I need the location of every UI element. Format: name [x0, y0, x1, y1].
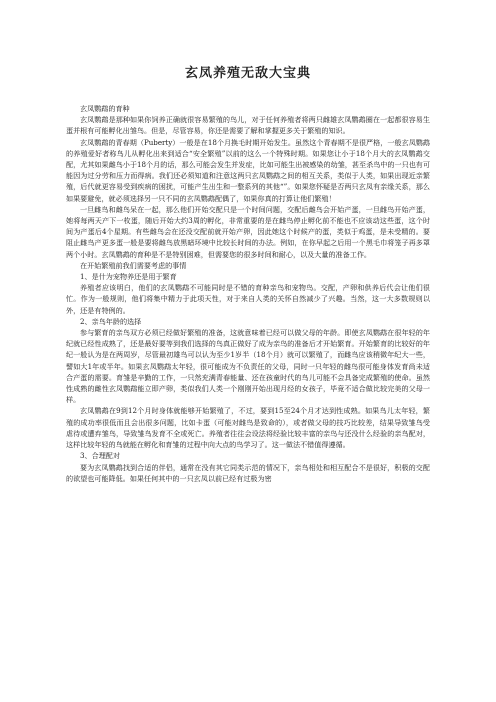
document-title: 玄凤养殖无敌大宝典 [184, 66, 311, 81]
paragraph-9: 参与繁育的亲鸟双方必须已经做好繁殖的准备，这就意味着已经可以做父母的年龄。即使玄凤鹦鹉在很年轻的年纪就已经性成熟了，还是最好要等到我们选择的鸟真正做好了成为亲鸟的准备后才开始繁育。开始繁育的比较好的年纪一般认为是在两周岁，尽管最初雄鸟可以认为至少1岁半（18个月）就可以繁殖了，而雌鸟应该稍微年纪大一些，譬如大1年或半年。如果玄凤鹦鹉太年轻，很可能成为不负责任的父母，同时一只年轻的雌鸟很可能身体发育尚未适合产蛋的需要。育雏是辛勤的工作，一只然充满青春能量、还在孩童时代的鸟儿可能不会具备完成繁殖的使命。虽然性成熟的雌性玄凤鹦鹉能立即产卵，类似我们人类一个刚刚开始出现月经的女孩子，毕竟不适合做比较完美的父母一样。 [66, 328, 430, 405]
paragraph-8: 2、亲鸟年龄的选择 [80, 316, 142, 326]
paragraph-7: 养殖者应该明白，他们的玄凤鹦鹉不可能同时是不错的育种亲鸟和宠物鸟。交配，产卵和供养后代会让他们很忙。作为一般规则，他们将集中精力于此项天性，对于来自人类的关怀自然减少了兴趣。当然，这一大多数规则以外，还是有特例的。 [66, 283, 430, 315]
paragraph-5: 在开始繁殖前我们需要考虑的事情 [80, 260, 187, 270]
document-body [66, 103, 430, 484]
paragraph-2: 玄凤鹦鹉是那种如果你饲养正确就很容易繁殖的鸟儿，对于任何养殖者将两只雌雄玄凤鹦鹉圈在一起都很容易生蛋并根有可能孵化出雏鸟。但是，尽管容易，你还是需要了解和掌握更多关于繁殖的知识。 [66, 115, 430, 136]
paragraph-1: 玄凤鹦鹉的育种 [80, 104, 130, 113]
paragraph-3: 玄凤鹦鹉的青春期（Puberty）一般是在18个月换毛时期开始发生。虽然这个青春期不是很严格，一般玄凤鹦鹉的养殖爱好者称鸟儿从孵化出来到适合“安全繁殖”以前的这么一个特殊时期。如果您让小于18个月大的玄凤鹦鹉交配，尤其如果雌鸟小于18个月的话，那么可能会发生并发症，比如可能生出被感染的幼雏，甚至杀鸟中的一只也有可能因为过分劳和压力而得病。我们还必须知道和注意这两只玄凤鹦鹉之间的相互关系，类似于人类，如果出现近亲繁殖，后代就更容易受到疾病的困扰，可能产生出生和一整系列的其他“”。如果您怀疑是否两只玄凤有亲缘关系，那么如果要避免，就必须选择另一只不同的玄凤鹦鹉配偶了，如果你真的打算让他们繁殖！ [66, 137, 430, 203]
paragraph-4: 一旦雌鸟和雌鸟呆在一起，那么他们开始交配只是一个时间问题，交配后雌鸟会开始产蛋，一旦雌鸟开始产蛋，她将每两天产下一枚蛋，随后开始大约3周的孵化，非常重要的是在雌鸟停止孵化前不能也不应该动这些蛋，这个时间为产蛋后4个星期。有些雌鸟会在还没交配前就开始产卵，因此她这个时候产的蛋，类似于鸡蛋，是未受精的。要阻止雌鸟产更多蛋一般是要将雌鸟放黑暗环境中比较长时间的办法。例如，在你早起之后用一个黑毛巾将笼子再多罩两个小时。玄凤鹦鹉的育种是不是特别困难，但需要您的很多时间和耐心，以及大量的准备工作。 [66, 204, 430, 259]
paragraph-11: 3、合理配对 [80, 451, 120, 461]
paragraph-6: 1、是什为宠物养还是用于繁育 [80, 272, 177, 282]
paragraph-10: 玄凤鹦鹉在9到12个月时身体就能够开始繁殖了，不过，要到15至24个月才达到性成熟。如果鸟儿太年轻，繁殖的成功率很低而且会出很多问题，比如卡蛋（可能对雌鸟是致命的），或者做父母的技巧比较差，结果导致雏鸟受虐待或遭弃雏鸟，导致雏鸟发育不全或死亡。养殖者往往会设法将经验比较丰富的亲鸟与还没什么经验的亲鸟配对，这样比较年轻的鸟就能在孵化和育雏的过程中向大点的鸟学习了。这一做法不错值得遵循。 [66, 406, 430, 450]
paragraph-12: 要为玄凤鹦鹉找到合适的伴侣，通常在没有其它同类示范的情况下，亲鸟相处和相互配合不是很好，积极的交配的欲望也可能降低。如果任何其中的一只玄凤以前已经有过极为密 [66, 462, 430, 483]
